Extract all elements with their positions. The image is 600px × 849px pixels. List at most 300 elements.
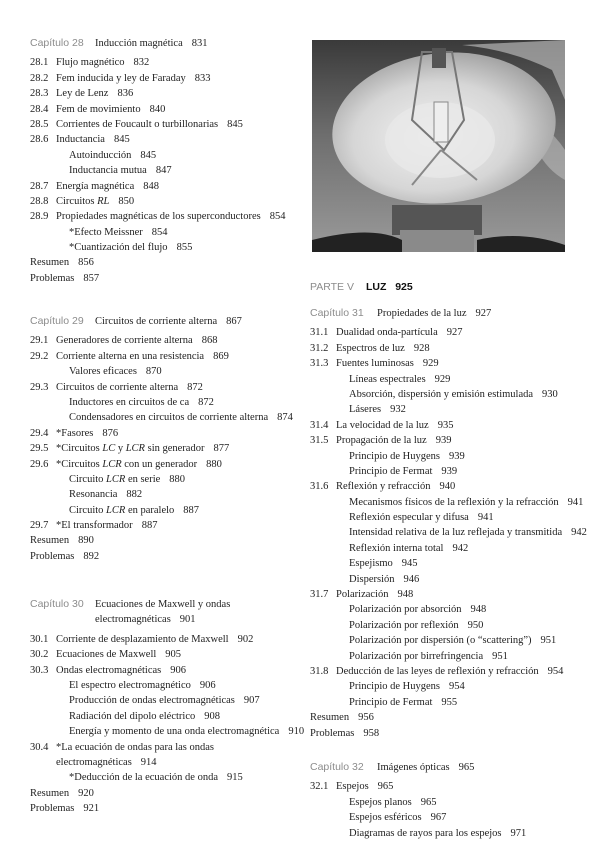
entry-title-segment: Inductores en circuitos de ca: [69, 396, 190, 408]
entry-title-segment: Resonancia: [69, 489, 118, 501]
entry-title: [56, 755, 132, 770]
chapter-page: 927: [475, 308, 492, 319]
toc-entry: [30, 801, 300, 816]
entry-page: 908: [204, 710, 220, 722]
chapter-label: Capítulo 28: [30, 37, 84, 49]
entry-title: [336, 664, 539, 679]
entry-title: [56, 647, 156, 662]
chapter-title: [377, 306, 491, 321]
entry-number: 31.4: [310, 419, 329, 431]
entry-title: [349, 649, 483, 664]
entry-title: [56, 380, 178, 395]
entry-number: 30.1: [30, 633, 49, 645]
entry-title: [336, 433, 427, 448]
entry-page: 941: [567, 496, 584, 508]
entry-title-segment: Inductancia: [56, 134, 105, 146]
chapter-title-line: Propiedades de la luz 927: [377, 308, 492, 319]
toc-entry: [30, 364, 300, 379]
entry-number: 29.3: [30, 381, 49, 393]
entry-title-segment: Circuitos: [56, 195, 98, 207]
chapter-title-line: Inducción magnética 831: [95, 38, 208, 49]
toc-entry: [30, 709, 300, 724]
entry-page: 905: [165, 649, 182, 661]
toc-entry: [30, 786, 300, 801]
toc-entry: [310, 779, 595, 794]
entry-page: 850: [118, 195, 135, 207]
toc-entry: [30, 132, 300, 147]
entry-page: 872: [187, 381, 203, 393]
entry-title-segment: Espejos: [336, 781, 369, 793]
entry-title: [56, 71, 186, 86]
entry-number: 28.8: [30, 195, 49, 207]
entry-title: [56, 441, 204, 456]
entry-title: [349, 679, 440, 694]
entry-title: [69, 163, 147, 178]
entry-page: 882: [126, 489, 143, 501]
entry-title: [69, 395, 189, 410]
entry-title-segment: Inductancia mutua: [69, 165, 147, 177]
entry-page: 874: [277, 412, 293, 424]
entry-title: [56, 457, 197, 472]
entry-title-segment: Mecanismos físicos de la reflexión y la refracción: [349, 496, 559, 508]
entry-title-segment: Energía magnética: [56, 180, 135, 192]
part-label: PARTE V: [310, 281, 354, 293]
entry-title-segment: Radiación del dipolo eléctrico: [69, 710, 196, 722]
entry-title-segment: Deducción de las leyes de reflexión y refracción: [336, 666, 539, 677]
entry-title: [349, 633, 532, 648]
entry-page: 845: [113, 134, 130, 146]
entry-title: [336, 341, 405, 356]
entry-title: [69, 693, 235, 708]
entry-page: 876: [102, 427, 119, 439]
chapter-page: 831: [191, 38, 208, 49]
entry-title-segment: Fem inducida y ley de Faraday: [56, 72, 186, 84]
entry-page: 907: [243, 695, 260, 707]
entry-title-segment: Ondas electromagnéticas: [56, 664, 162, 676]
chapter-title: [95, 36, 208, 51]
entry-title: [69, 724, 279, 739]
entry-page: 946: [403, 573, 420, 585]
entry-number: 31.7: [310, 589, 329, 601]
entry-page: 929: [434, 373, 451, 385]
entry-title-segment: Resumen: [30, 257, 70, 269]
toc-entry: [310, 495, 595, 510]
entry-title-segment: Reflexión y refracción: [336, 481, 431, 493]
toc-entry: [310, 810, 595, 825]
entry-title: [30, 255, 69, 270]
entry-title: [349, 510, 469, 525]
entry-page: 921: [83, 803, 100, 815]
entry-page: 870: [145, 366, 162, 378]
entry-number: 28.1: [30, 57, 49, 69]
entry-page: 967: [430, 812, 447, 824]
entry-page: 892: [83, 550, 100, 562]
entry-page: 845: [140, 149, 157, 161]
entry-page: 890: [78, 535, 94, 547]
toc-entry: [30, 647, 300, 662]
entry-page: 845: [227, 118, 243, 130]
entry-page: 848: [143, 180, 159, 192]
entry-title: [69, 240, 168, 255]
chapter-31-section: [310, 306, 595, 741]
entry-title: [349, 402, 381, 417]
toc-entry: [30, 678, 300, 693]
part-page: 925: [395, 281, 413, 293]
entry-title: [349, 372, 426, 387]
entry-title: [69, 364, 137, 379]
toc-entry: [310, 695, 595, 710]
entry-title: [336, 479, 430, 494]
toc-entry: [30, 410, 300, 425]
entry-title-segment: LCR: [125, 443, 145, 455]
toc-entry: [310, 587, 595, 602]
entry-page: 854: [151, 226, 168, 238]
entry-title-segment: Diagramas de rayos para los espejos: [349, 827, 502, 839]
entry-title-segment: LCR: [106, 504, 126, 516]
toc-entry: [30, 271, 300, 286]
toc-entry: [310, 479, 595, 494]
entry-title-segment: y: [115, 443, 126, 455]
entry-number: 30.3: [30, 664, 49, 676]
entry-title-segment: Flujo magnético: [56, 57, 125, 69]
toc-entry: [310, 633, 595, 648]
entry-title: [69, 709, 195, 724]
entry-title-segment: *Cuantización del flujo: [69, 242, 168, 254]
entry-title-segment: *Efecto Meissner: [69, 226, 143, 238]
entry-title: [310, 710, 349, 725]
entry-title: [56, 518, 133, 533]
entry-page: 869: [213, 350, 229, 362]
toc-entry: [30, 240, 300, 255]
entry-title: [349, 541, 443, 556]
entry-page: 836: [117, 88, 134, 100]
entry-title-segment: Reflexión especular y difusa: [349, 512, 469, 524]
toc-entry: [310, 602, 595, 617]
entry-title: [69, 503, 174, 518]
toc-entry: [310, 826, 595, 841]
chapter-page: 965: [458, 762, 475, 773]
toc-entry: [30, 225, 300, 240]
entry-title: [56, 209, 261, 224]
entry-number: 28.3: [30, 88, 49, 100]
toc-entry: [30, 663, 300, 678]
entry-number: 31.6: [310, 481, 329, 493]
entry-title: [349, 387, 533, 402]
entry-title: [349, 556, 393, 571]
entry-title-segment: *Fasores: [56, 427, 94, 439]
entry-title-segment: Dualidad onda-partícula: [336, 327, 438, 339]
chapter-page: 901: [179, 614, 196, 626]
entry-title: [69, 225, 143, 240]
toc-entry: [310, 710, 595, 725]
entry-title-segment: Espejos esféricos: [349, 812, 422, 824]
chapter-label: Capítulo 29: [30, 315, 84, 327]
toc-entry: [310, 556, 595, 571]
entry-title-segment: Polarización por birrefringencia: [349, 650, 484, 662]
toc-entry: [310, 464, 595, 479]
entry-title: [336, 325, 438, 340]
entry-page: 927: [446, 327, 463, 339]
entry-title: [69, 487, 117, 502]
entry-title: [69, 472, 160, 487]
entry-title-segment: Resumen: [30, 535, 70, 547]
entry-number: 31.3: [310, 358, 329, 370]
entry-number: 30.4: [30, 741, 49, 753]
entry-page: 868: [201, 335, 218, 347]
entry-page: 954: [547, 666, 564, 677]
entry-title-segment: El espectro electromagnético: [69, 679, 191, 691]
chapter-title: [377, 760, 474, 775]
entry-title: [69, 770, 218, 785]
entry-page: 932: [390, 404, 406, 416]
toc-entry: [310, 418, 595, 433]
entry-title: [349, 795, 412, 810]
toc-entry: [310, 325, 595, 340]
entry-page: 930: [542, 388, 558, 400]
entry-title-segment: Resumen: [310, 712, 350, 724]
entry-title-segment: Corrientes de Foucault o turbillonarias: [56, 118, 219, 130]
toc-entry: [310, 387, 595, 402]
entry-title-segment: Polarización por absorción: [349, 604, 462, 616]
entry-title-segment: Espectros de luz: [336, 342, 405, 354]
entry-page: 872: [198, 396, 214, 408]
entry-number: [30, 755, 56, 770]
chapter-page: 867: [226, 316, 242, 327]
chapter-title-line: Circuitos de corriente alterna 867: [95, 316, 242, 327]
entry-page: 847: [155, 165, 172, 177]
chapter-title-line: Ecuaciones de Maxwell y ondas: [95, 599, 231, 610]
toc-entry: [30, 487, 300, 502]
entry-title-segment: Fem de movimiento: [56, 103, 141, 115]
entry-title-segment: Fuentes luminosas: [336, 358, 414, 370]
entry-title: [56, 86, 108, 101]
entry-number: 28.5: [30, 118, 49, 130]
entry-page: 832: [133, 57, 150, 69]
entry-title-segment: Problemas: [310, 727, 355, 739]
entry-title-segment: LCR: [102, 458, 122, 470]
toc-entry: [310, 541, 595, 556]
entry-page: 880: [169, 473, 186, 485]
toc-entry: [30, 102, 300, 117]
toc-entry: [30, 632, 300, 647]
entry-page: 956: [358, 712, 374, 724]
entry-title: [349, 572, 395, 587]
entry-page: 955: [441, 696, 458, 708]
entry-title-segment: Principio de Huygens: [349, 681, 440, 693]
toc-entry: [30, 163, 300, 178]
toc-entry: [30, 148, 300, 163]
toc-entry: [310, 433, 595, 448]
entry-title: [349, 826, 502, 841]
entry-page: 877: [213, 443, 230, 455]
toc-entry: [30, 255, 300, 270]
entry-title-segment: Polarización por dispersión (o “scattering”): [349, 635, 532, 647]
entry-title-segment: Problemas: [30, 803, 75, 815]
chapter-label: Capítulo 30: [30, 598, 84, 610]
chapter-title-line: electromagnéticas 901: [95, 614, 196, 626]
entry-number: 31.5: [310, 435, 329, 447]
toc-entry: [30, 518, 300, 533]
entry-page: 951: [540, 635, 557, 647]
entry-page: 910: [288, 726, 305, 738]
toc-entry: [30, 209, 300, 224]
entry-title: [349, 495, 559, 510]
entry-title-segment: Problemas: [30, 272, 75, 284]
entry-page: 971: [510, 827, 527, 839]
entry-page: 906: [170, 664, 186, 676]
entry-title-segment: electromagnéticas: [56, 756, 132, 768]
entry-page: 906: [199, 679, 216, 691]
entry-title: [30, 786, 69, 801]
toc-entry: [30, 395, 300, 410]
chapter-28-section: [30, 36, 300, 286]
entry-number: 29.6: [30, 458, 49, 470]
entry-number: 29.7: [30, 520, 49, 532]
entry-title-segment: Polarización por reflexión: [349, 619, 459, 631]
entry-title: [349, 449, 440, 464]
entry-page: 948: [470, 604, 487, 616]
entry-title: [56, 117, 218, 132]
entry-title-segment: en serie: [125, 473, 161, 485]
toc-entry: [310, 525, 595, 540]
entry-title: [56, 663, 161, 678]
toc-entry: [310, 402, 595, 417]
toc-entry: [310, 356, 595, 371]
toc-entry: [30, 441, 300, 456]
entry-title: [56, 632, 229, 647]
entry-title: [56, 349, 204, 364]
chapter-heading: [310, 306, 595, 321]
entry-title-segment: Producción de ondas electromagnéticas: [69, 695, 235, 707]
part-header: [310, 281, 413, 293]
part-title: LUZ: [366, 281, 387, 293]
entry-number: 29.2: [30, 350, 49, 362]
entry-title: [56, 179, 134, 194]
entry-page: 942: [452, 542, 469, 554]
chapter-title-line: Imágenes ópticas 965: [377, 762, 475, 773]
entry-title-segment: Resumen: [30, 787, 70, 799]
entry-page: 857: [83, 272, 100, 284]
entry-page: 954: [449, 681, 465, 693]
chapter-heading: [30, 314, 300, 329]
entry-title: [349, 464, 432, 479]
toc-entry: [310, 618, 595, 633]
entry-page: 833: [194, 72, 211, 84]
entry-number: 28.7: [30, 180, 49, 192]
entry-page: 951: [492, 650, 508, 662]
entry-title-segment: Circuitos de corriente alterna: [56, 381, 179, 393]
entry-number: 28.2: [30, 72, 49, 84]
toc-entry: [30, 194, 300, 209]
entry-page: 945: [401, 558, 418, 570]
toc-entry: [30, 117, 300, 132]
chapter-label: Capítulo 31: [310, 307, 364, 319]
entry-page: 855: [176, 242, 193, 254]
entry-title-segment: Polarización: [336, 589, 389, 601]
entry-number: 29.5: [30, 443, 49, 455]
entry-page: 941: [477, 512, 494, 524]
entry-title-segment: Valores eficaces: [69, 366, 137, 378]
entry-title-segment: Corriente de desplazamiento de Maxwell: [56, 633, 229, 645]
toc-entry: [30, 86, 300, 101]
chapter-heading: [30, 597, 300, 628]
entry-title-segment: con un generador: [121, 458, 198, 470]
entry-page: 965: [377, 781, 394, 793]
toc-entry: [310, 795, 595, 810]
entry-title-segment: en paralelo: [125, 504, 175, 516]
entry-title-segment: LCR: [106, 473, 126, 485]
toc-entry: [30, 71, 300, 86]
toc-entry: [30, 724, 305, 739]
chapter-32-section: [310, 760, 595, 841]
radio-telescope-photo: [312, 40, 565, 252]
toc-entry: [30, 549, 300, 564]
entry-title-segment: *La ecuación de ondas para las ondas: [56, 741, 215, 753]
entry-title: [349, 618, 459, 633]
entry-number: 29.1: [30, 335, 49, 347]
entry-page: 958: [363, 727, 380, 739]
entry-number: 31.2: [310, 342, 329, 354]
entry-title: [349, 525, 562, 540]
entry-title-segment: Energía y momento de una onda electromagnética: [69, 726, 280, 738]
entry-title-segment: Ley de Lenz: [56, 88, 109, 100]
entry-title: [69, 148, 131, 163]
entry-title-segment: Circuito: [69, 473, 107, 485]
toc-entry: [310, 679, 595, 694]
toc-entry: [30, 179, 300, 194]
entry-title-segment: Espejismo: [349, 558, 393, 570]
entry-page: 935: [437, 419, 454, 431]
entry-page: 948: [397, 589, 414, 601]
entry-title: [349, 695, 432, 710]
toc-entry: [30, 472, 300, 487]
entry-title: [336, 356, 414, 371]
entry-title-segment: Principio de Fermat: [349, 465, 433, 477]
entry-title-segment: *Circuitos: [56, 443, 103, 455]
entry-number: 30.2: [30, 649, 49, 661]
toc-entry: [30, 755, 300, 770]
entry-number: 28.9: [30, 211, 49, 223]
chapter-29-section: [30, 314, 300, 564]
entry-title-segment: Corriente alterna en una resistencia: [56, 350, 205, 362]
entry-number: 29.4: [30, 427, 49, 439]
entry-title: [56, 740, 214, 755]
entry-page: 887: [141, 520, 158, 532]
toc-entry: [310, 449, 595, 464]
toc-entry: [30, 693, 300, 708]
entry-title-segment: Propiedades magnéticas de los superconductores: [56, 211, 261, 223]
entry-title-segment: Principio de Fermat: [349, 696, 433, 708]
toc-entry: [30, 380, 300, 395]
entry-title: [349, 810, 422, 825]
toc-entry: [310, 572, 595, 587]
entry-page: 856: [78, 257, 94, 269]
entry-title-segment: Problemas: [30, 550, 75, 562]
entry-number: 28.6: [30, 134, 49, 146]
entry-title: [336, 418, 429, 433]
toc-entry: [30, 333, 300, 348]
entry-title-segment: RL: [97, 195, 110, 207]
entry-page: 965: [420, 796, 437, 808]
entry-title: [56, 194, 109, 209]
chapter-title: [95, 314, 242, 329]
entry-title: [56, 132, 105, 147]
entry-page: 942: [571, 527, 587, 539]
entry-title-segment: Principio de Huygens: [349, 450, 440, 462]
chapter-30-section: [30, 597, 305, 817]
entry-page: 928: [413, 342, 430, 354]
toc-entry: [30, 55, 300, 70]
